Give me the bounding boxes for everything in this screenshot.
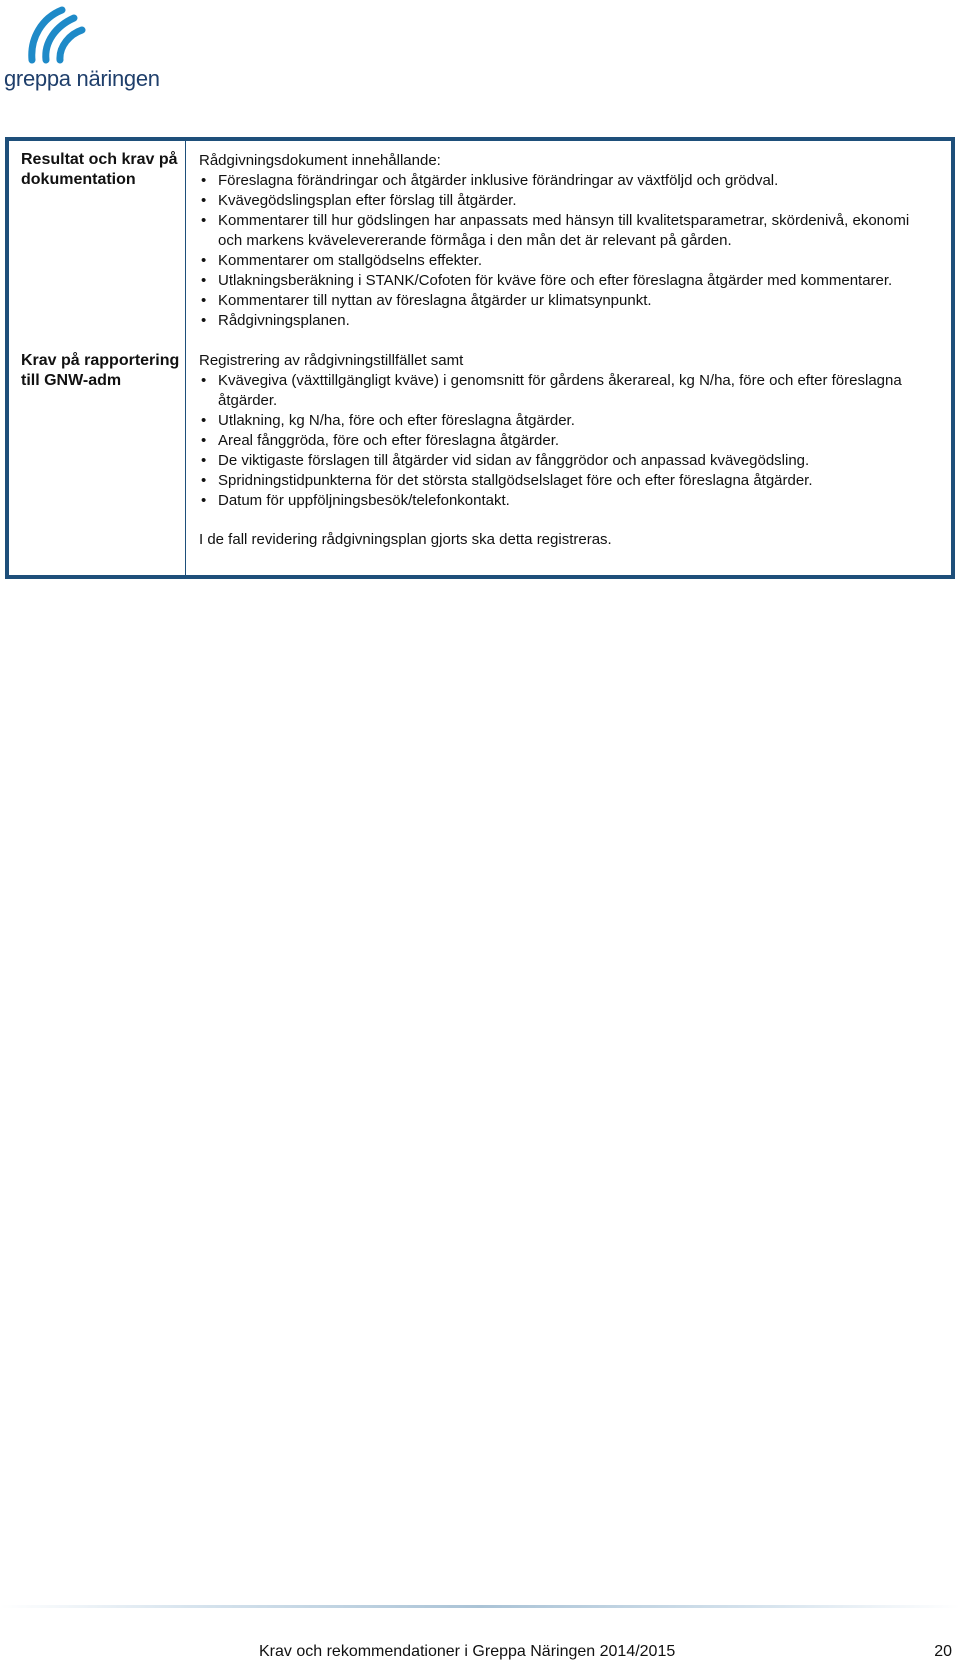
section-advisory-document-title: Rådgivningsdokument innehållande: <box>199 152 441 169</box>
requirements-table <box>5 137 955 579</box>
closing-note: I de fall revidering rådgivningsplan gjorts ska detta registreras. <box>199 531 612 548</box>
heading-reporting-requirements: Krav på rapportering till GNW-adm <box>21 352 180 389</box>
table-content-column <box>186 141 951 575</box>
list-item: • Spridningstidpunkterna för det största stallgödselslaget före och efter föreslagna åtgärder. <box>199 471 951 491</box>
list-item: • Kommentarer till hur gödslingen har anpassats med hänsyn till kvalitetsparametrar, skördenivå, ekonomi och markens kvävelevererande förmåga i den mån det är relevant på gården. <box>199 211 951 251</box>
three-arc-swoosh-icon <box>26 6 86 64</box>
logo-wordmark: greppa näringen <box>4 66 160 91</box>
list-item: • Rådgivningsplanen. <box>199 311 951 331</box>
list-item: • Utlakning, kg N/ha, före och efter föreslagna åtgärder. <box>199 411 951 431</box>
registration-list <box>199 371 951 511</box>
footer-divider <box>0 1605 960 1608</box>
list-item: • De viktigaste förslagen till åtgärder vid sidan av fånggrödor och anpassad kvävegödsling. <box>199 451 951 471</box>
advisory-document-list <box>199 171 951 331</box>
logo <box>4 6 164 90</box>
list-item: • Kommentarer till nyttan av föreslagna åtgärder ur klimatsynpunkt. <box>199 291 951 311</box>
list-item: • Föreslagna förändringar och åtgärder inklusive förändringar av växtföljd och grödval. <box>199 171 951 191</box>
list-item: • Kommentarer om stallgödselns effekter. <box>199 251 951 271</box>
table-label-column <box>9 141 186 575</box>
list-item: • Utlakningsberäkning i STANK/Cofoten för kväve före och efter föreslagna åtgärder med kommentarer. <box>199 271 951 291</box>
list-item: • Kvävegiva (växttillgängligt kväve) i genomsnitt för gårdens åkerareal, kg N/ha, före och efter föreslagna åtgärder. <box>199 371 951 411</box>
section-registration-title: Registrering av rådgivningstillfället samt <box>199 352 464 369</box>
list-item: • Areal fånggröda, före och efter föreslagna åtgärder. <box>199 431 951 451</box>
page-number: 20 <box>934 1643 952 1660</box>
list-item: • Kvävegödslingsplan efter förslag till åtgärder. <box>199 191 951 211</box>
footer-title: Krav och rekommendationer i Greppa Näringen 2014/2015 <box>259 1643 676 1660</box>
list-item: • Datum för uppföljningsbesök/telefonkontakt. <box>199 491 951 511</box>
heading-results-documentation: Resultat och krav på dokumentation <box>21 151 178 188</box>
